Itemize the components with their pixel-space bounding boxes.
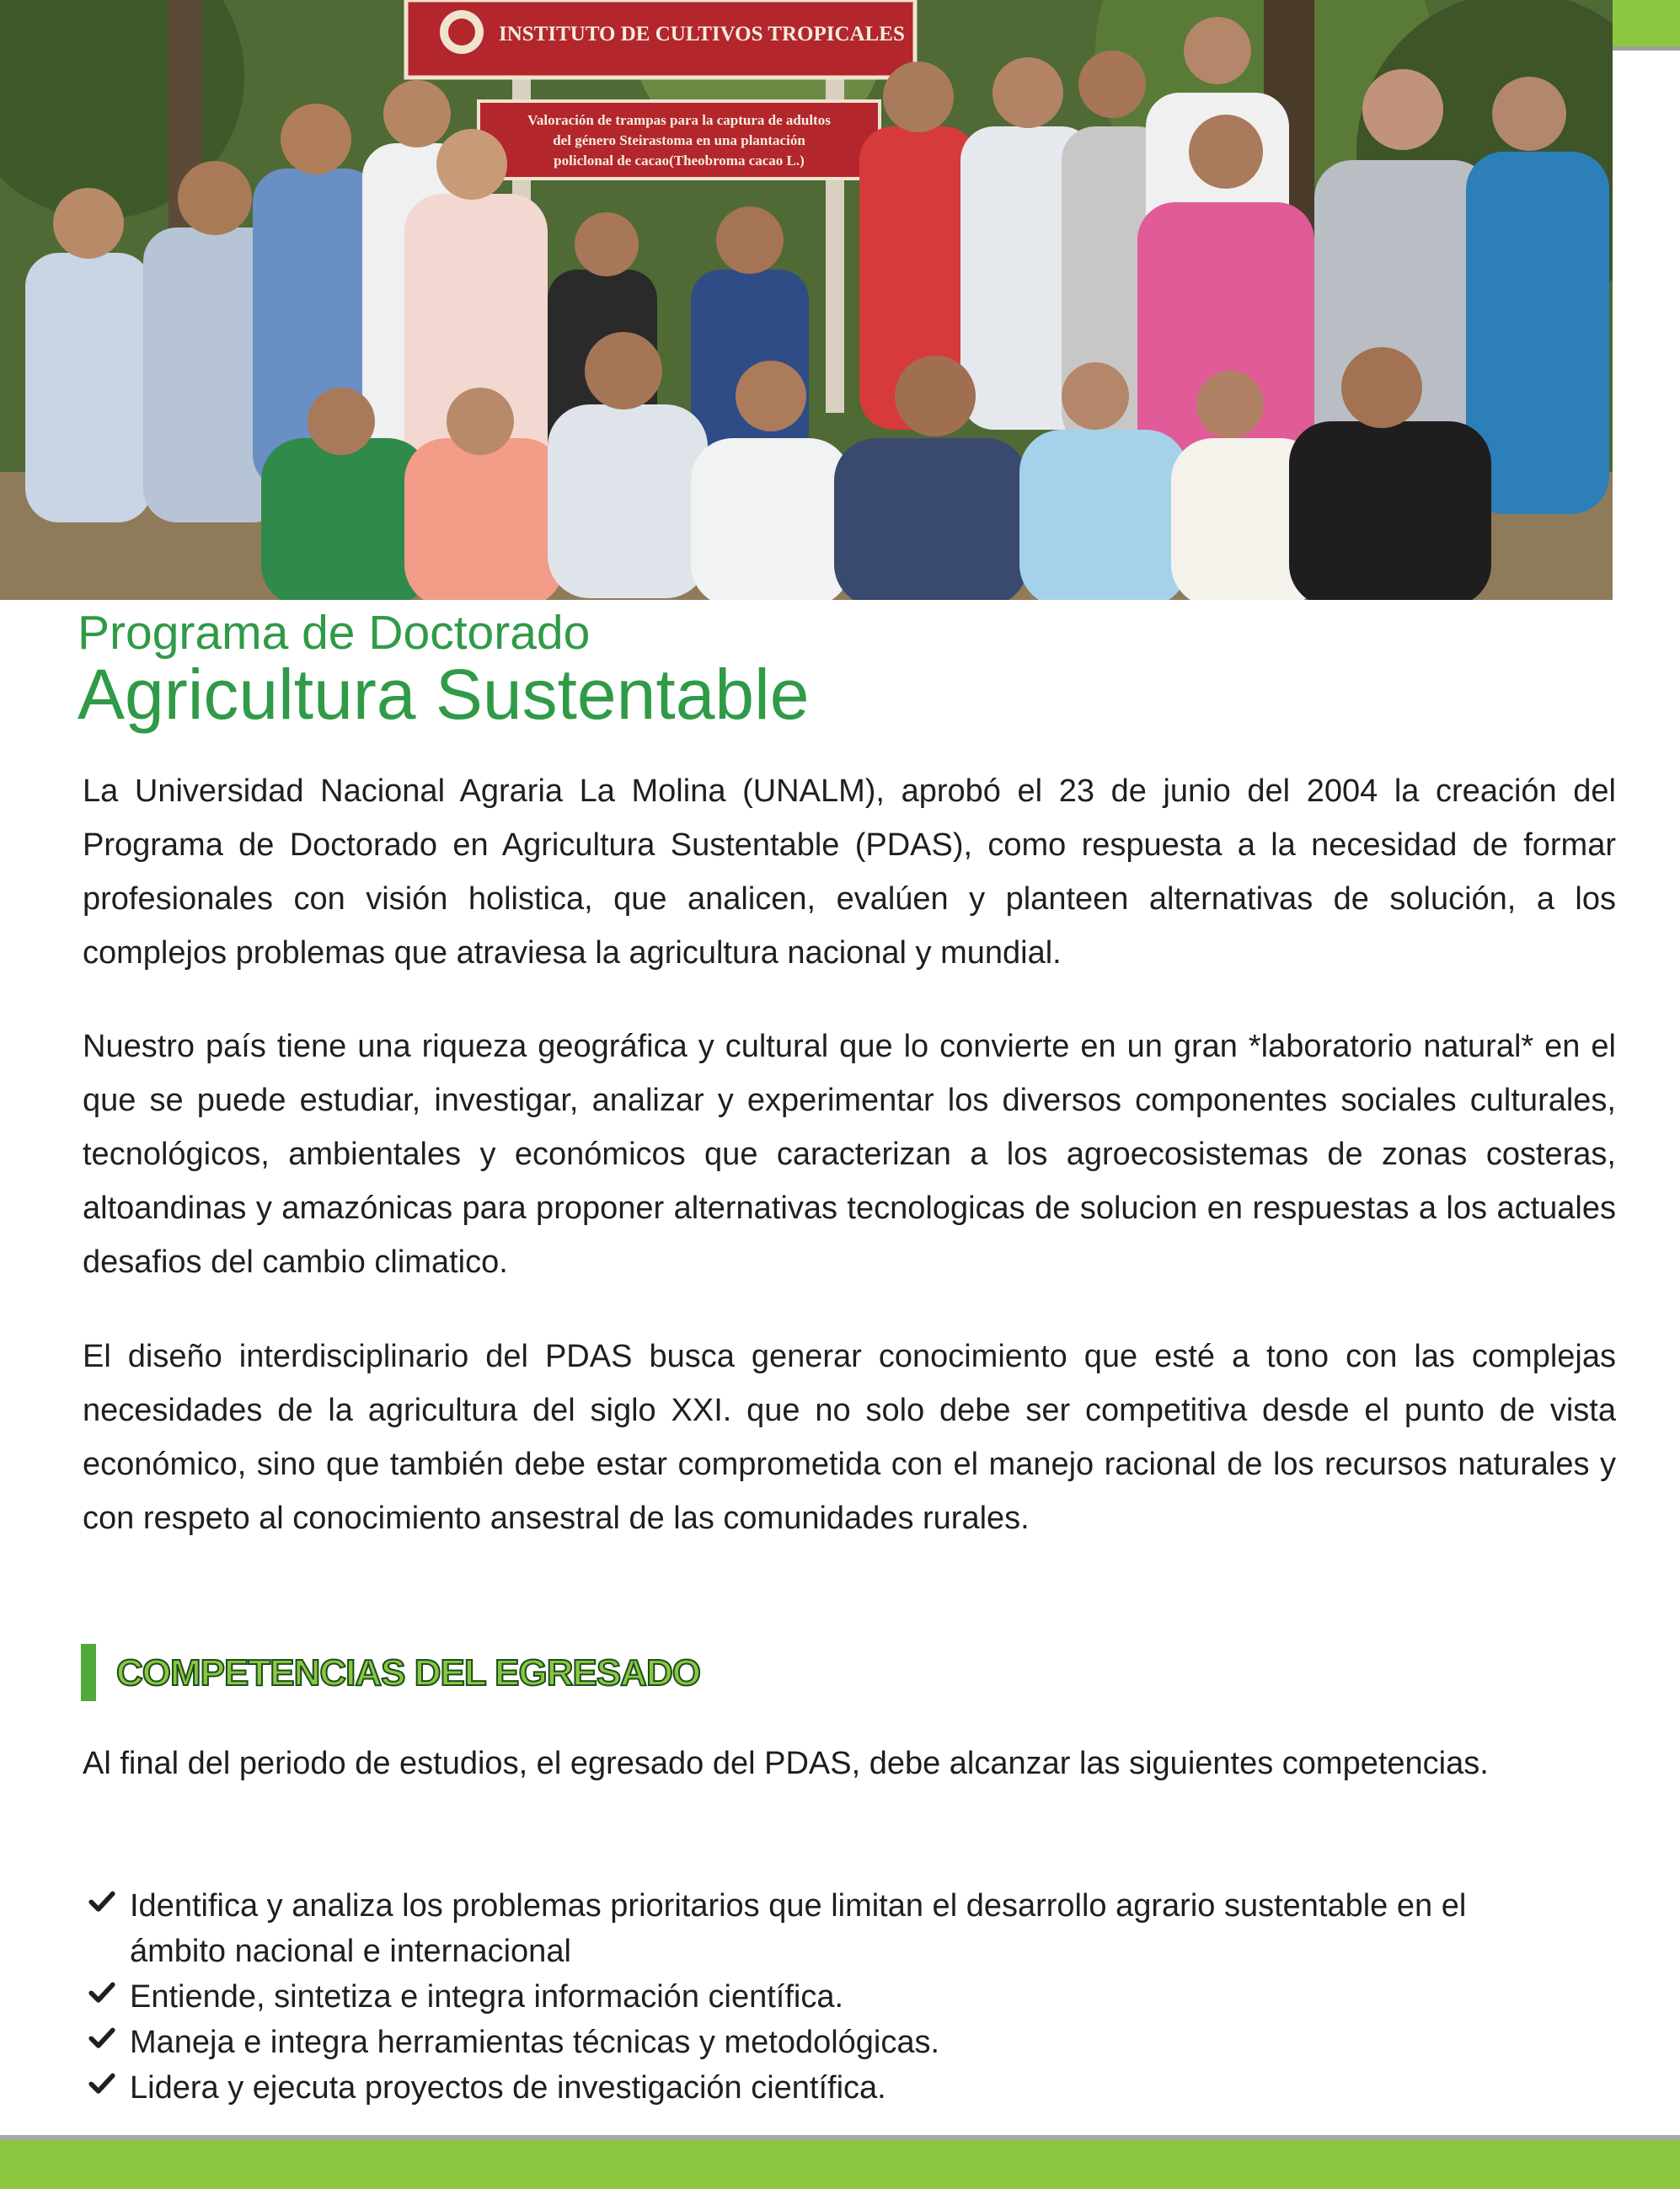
list-item xyxy=(88,2065,1537,2111)
corner-accent xyxy=(1613,0,1680,46)
list-item xyxy=(88,2020,1537,2065)
list-item xyxy=(88,1883,1537,1974)
paragraph-design: El diseño interdisciplinario del PDAS busca generar conocimiento que esté a tono con las complejas necesidades de la agricultura del siglo XXI. que no solo debe ser competitiva desde el punto de vista económico, sino que también debe estar comprometida con el manejo racional de los recursos naturales y con respeto al conocimiento ansestral de las comunidades rurales. xyxy=(83,1339,1616,1536)
program-kicker: Programa de Doctorado xyxy=(78,606,591,660)
page-title: Agricultura Sustentable xyxy=(78,655,810,734)
check-icon xyxy=(88,1978,116,2006)
list-item xyxy=(88,1974,1537,2020)
section-title: COMPETENCIAS DEL EGRESADO xyxy=(116,1652,700,1694)
list-item-text: Lidera y ejecuta proyectos de investigación científica. xyxy=(130,2070,886,2106)
check-icon xyxy=(88,2069,116,2097)
group-photo-illustration xyxy=(0,0,1613,600)
competencias-list xyxy=(88,1883,1537,2111)
paragraph-intro: La Universidad Nacional Agraria La Molina (UNALM), aprobó el 23 de junio del 2004 la creación del Programa de Doctorado en Agricultura Sustentable (PDAS), como respuesta a la necesidad de formar profesionales con visión holistica, que analicen, evalúen y planteen alternativas de solución, a los complejos problemas que atraviesa la agricultura nacional y mundial. xyxy=(83,773,1616,971)
paragraph-context: Nuestro país tiene una riqueza geográfica y cultural que lo convierte en un gran *laboratorio natural* en el que se puede estudiar, investigar, analizar y experimentar los diversos componentes sociales culturales, tecnológicos, ambientales y económicos que caracterizan a los agroecosistemas de zonas costeras, altoandinas y amazónicas para proponer alternativas tecnologicas de solucion en respuestas a los actuales desafios del cambio climatico. xyxy=(83,1029,1616,1280)
sign-line-2: del género Steirastoma en una plantación xyxy=(553,132,805,148)
competencias-intro: Al final del periodo de estudios, el egresado del PDAS, debe alcanzar las siguientes competencias. xyxy=(83,1746,1489,1781)
list-item-text: Identifica y analiza los problemas prioritarios que limitan el desarrollo agrario sustentable en el ámbito nacional e internacional xyxy=(130,1888,1467,1969)
check-icon xyxy=(88,1887,116,1915)
group-photo xyxy=(0,0,1613,600)
sign-line-1: Valoración de trampas para la captura de adultos xyxy=(527,112,831,128)
sign-line-3: policlonal de cacao(Theobroma cacao L.) xyxy=(554,153,805,169)
section-accent-bar xyxy=(81,1644,96,1701)
list-item-text: Entiende, sintetiza e integra información científica. xyxy=(130,1979,844,2015)
sign-title: INSTITUTO DE CULTIVOS TROPICALES xyxy=(499,23,905,45)
list-item-text: Maneja e integra herramientas técnicas y metodológicas. xyxy=(130,2025,940,2060)
check-icon xyxy=(88,2023,116,2052)
footer-bar xyxy=(0,2140,1680,2189)
